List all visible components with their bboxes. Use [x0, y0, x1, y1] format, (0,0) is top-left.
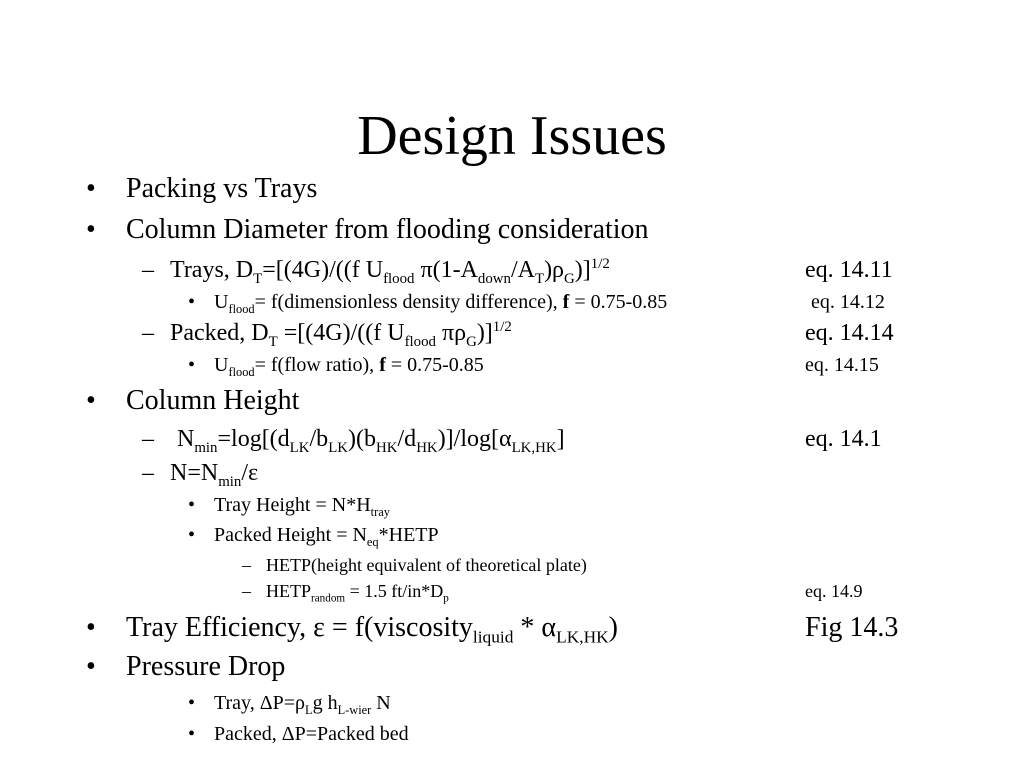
bullet-marker: •: [188, 692, 196, 714]
dash-marker: –: [142, 426, 154, 452]
bullet-marker: •: [188, 524, 196, 546]
equation-reference: eq. 14.11: [805, 257, 893, 283]
figure-reference: Fig 14.3: [805, 612, 899, 643]
equation-reference: eq. 14.15: [805, 354, 879, 376]
bullet-marker: •: [86, 385, 96, 416]
tray-dp-text: Tray, $\Delta P=\rho_Lg$ $h_{L-wier}$ N: [214, 692, 391, 717]
bullet-marker: •: [188, 291, 196, 313]
bullet-marker: •: [188, 494, 196, 516]
bullet-marker: •: [86, 173, 96, 204]
packed-dp-text: Packed, ΔP=Packed bed: [214, 723, 409, 745]
dash-marker: –: [142, 320, 154, 346]
equation-reference: eq. 14.12: [811, 291, 885, 313]
bullet-marker: •: [86, 214, 96, 245]
dash-marker: –: [142, 257, 154, 283]
bullet-marker: •: [86, 651, 96, 682]
uflood-text: $U_{flood}=$ f(flow ratio), f = 0.75-0.85: [214, 354, 484, 379]
bullet-text: Column Diameter from flooding consideration: [126, 214, 649, 245]
hetp-random-text: $HETP_{random} = 1.5$ $ft/in*D_p$: [266, 581, 449, 605]
packed-height-text: Packed Height = $N_{eq}*HETP$: [214, 524, 439, 549]
equation-reference: eq. 14.9: [805, 581, 863, 601]
equation-text: Packed, $D_T =[(4G)/((f$ $U_{flood}$ $\pi\rho_G)]^{1/2}$: [170, 319, 512, 350]
dash-marker: –: [242, 581, 251, 601]
bullet-marker: •: [188, 354, 196, 376]
bullet-text: Pressure Drop: [126, 651, 286, 682]
bullet-text: Packing vs Trays: [126, 173, 318, 204]
tray-efficiency-text: Tray Efficiency, ε = f(viscosity$_{liquid}$ * $\alpha_{LK,HK}$): [126, 612, 618, 647]
tray-height-text: Tray Height = $N*H_{tray}$: [214, 494, 390, 519]
uflood-text: $U_{flood}=$ f(dimensionless density difference), f = 0.75-0.85: [214, 291, 668, 316]
equation-reference: eq. 14.14: [805, 320, 894, 346]
equation-reference: eq. 14.1: [805, 426, 882, 452]
dash-marker: –: [242, 555, 251, 575]
bullet-marker: •: [188, 723, 196, 745]
bullet-marker: •: [86, 612, 96, 643]
slide-title: Design Issues: [357, 105, 667, 167]
equation-text: $N=N_{min}/\varepsilon$: [170, 460, 259, 490]
bullet-text: Column Height: [126, 385, 300, 416]
equation-text: $N_{min}=\log[(d_{LK}/b_{LK})(b_{HK}/d_{HK})]/\log[\alpha_{LK,HK}]$: [177, 426, 565, 456]
equation-text: Trays, $D_T=[(4G)/((f$ $U_{flood}$ $\pi(1-A_{down}/A_T)\rho_G)]^{1/2}$: [170, 256, 610, 287]
dash-marker: –: [142, 460, 154, 486]
hetp-definition-text: HETP(height equivalent of theoretical plate): [266, 555, 587, 575]
